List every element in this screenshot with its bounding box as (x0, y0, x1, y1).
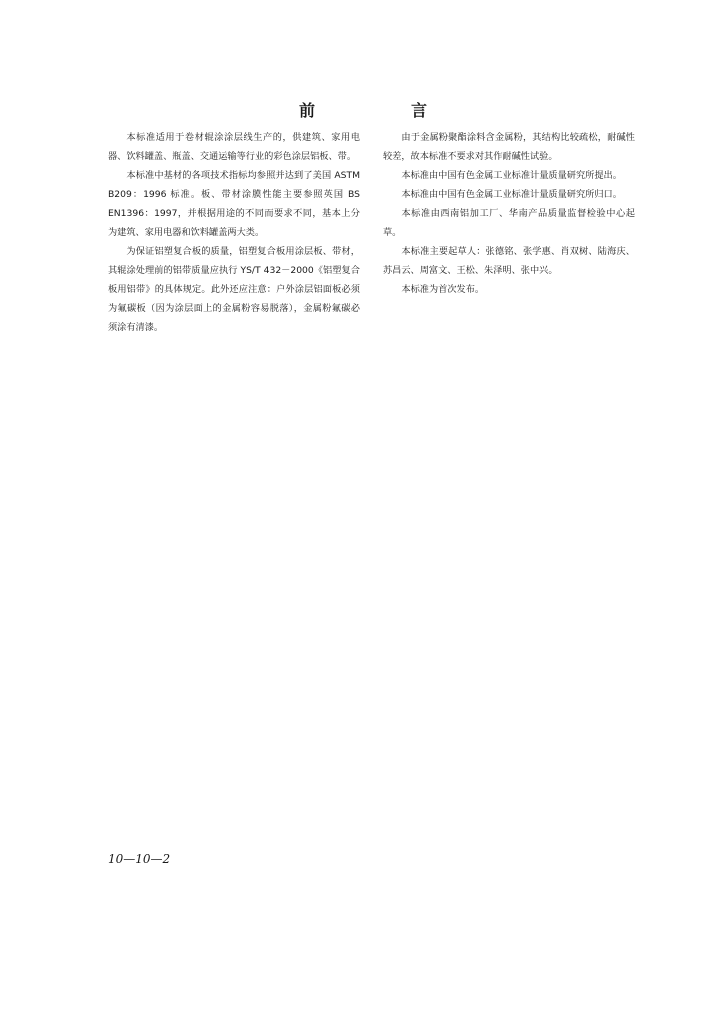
page-number: 10—10—2 (108, 852, 171, 866)
paragraph: 本标准由中国有色金属工业标准计量质量研究所提出。 (401, 170, 622, 181)
paragraph: 为保证铝塑复合板的质量，铝塑复合板用涂层板、带材，其辊涂处理前的铝带质量应执行 YS/T 432－2000《铝塑复合板用铝带》的具体规定。此外还应注意：户外涂层铝面板必须为氟碳板（因为涂层面上的金属粉容易脱落），金属粉氟碳必须涂有清漆。 (108, 246, 360, 333)
right-column (383, 128, 635, 299)
paragraph: 本标准中基材的各项技术指标均参照并达到了美国 ASTM B209：1996 标准。板、带材涂膜性能主要参照英国 BS EN1396：1997，并根据用途的不同而要求不同，基本上分为建筑、家用电器和饮料罐盖两大类。 (108, 170, 360, 238)
paragraph: 本标准由中国有色金属工业标准计量质量研究所归口。 (401, 189, 622, 200)
left-column (108, 128, 360, 337)
paragraph: 本标准适用于卷材辊涂涂层线生产的，供建筑、家用电器、饮料罐盖、瓶盖、交通运输等行业的彩色涂层铝板、带。 (108, 132, 360, 162)
paragraph: 由于金属粉聚酯涂料含金属粉，其结构比较疏松，耐碱性较差，故本标准不要求对其作耐碱性试验。 (383, 132, 635, 162)
page-title: 前 言 (298, 101, 467, 120)
paragraph: 本标准为首次发布。 (401, 284, 485, 295)
paragraph: 本标准主要起草人：张德铭、张学惠、肖双树、陆海庆、苏昌云、周富文、王松、朱泽明、张中兴。 (383, 246, 635, 276)
paragraph: 本标准由西南铝加工厂、华南产品质量监督检验中心起草。 (383, 208, 635, 238)
